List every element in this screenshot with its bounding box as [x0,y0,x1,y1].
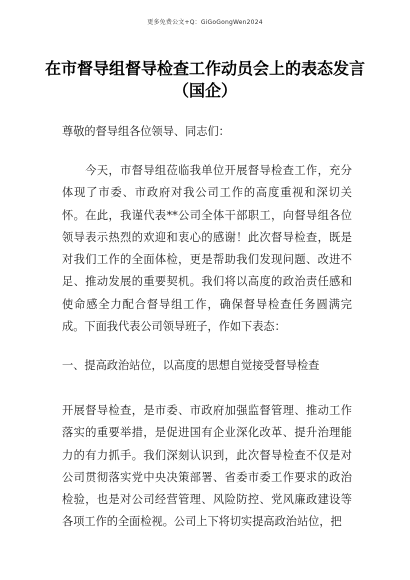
document-title: 在市督导组督导检查工作动员会上的表态发言（国企） [44,59,365,100]
header-note: 更多免费公文+Q：GiGoGongWen2024 [147,19,263,26]
greeting-line: 尊敬的督导组各位领导、同志们： [62,125,230,138]
opening-paragraph-text: 今天，市督导组莅临我单位开展督导检查工作，充分体现了市委、市政府对我公司工作的高度重视和深切关怀。在此，我谨代表**公司全体干部职工，向督导组各位领导表示热烈的欢迎和衷心的感谢！此次督导检查，既是对我们工作的全面体检，更是帮助我们发现问题、改进不足、推动发展的重要契机。我们将以高度的政治责任感和使命感全力配合督导组工作，确保督导检查任务圆满完成。下面我代表公司领导班子，作如下表态： [62,164,352,334]
opening-paragraph [62,160,352,338]
section-heading: 一、提高政治站位，以高度的思想自觉接受督导检查 [62,359,320,372]
section-body: 开展督导检查，是市委、市政府加强监督管理、推动工作落实的重要举措，是促进国有企业深化改革、提升治理能力的有力抓手。我们深刻认识到，此次督导检查不仅是对公司贯彻落实党中央决策部署、省委市委工作要求的政治检验，也是对公司经营管理、风险防控、党风廉政建设等各项工作的全面检视。公司上下将切实提高政治站位，把 [62,404,352,529]
